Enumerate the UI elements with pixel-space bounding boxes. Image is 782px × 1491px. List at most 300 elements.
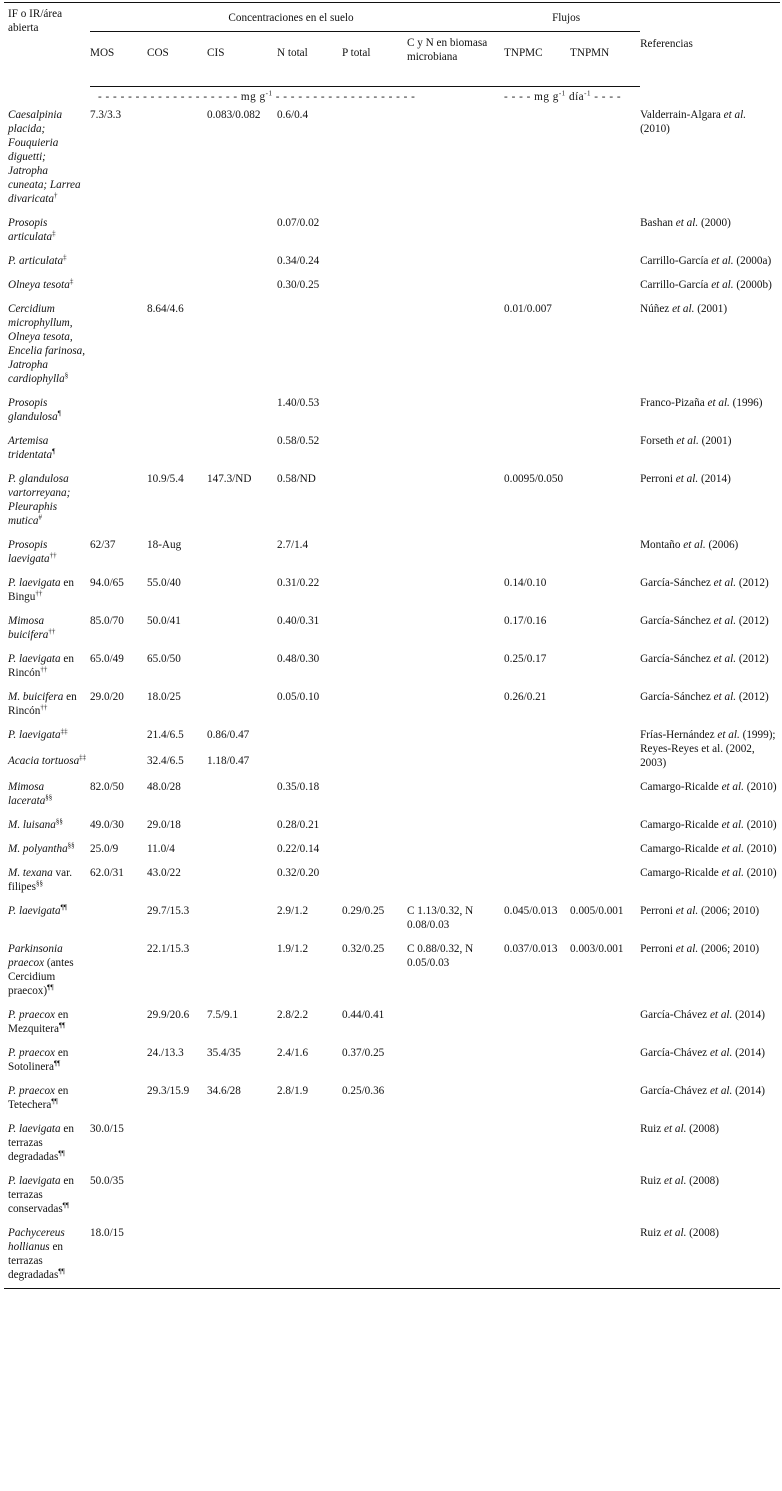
footnote-mark: †† [40, 665, 48, 674]
tnpmc-value: 0.037/0.013 [504, 943, 558, 955]
p-total-value [342, 212, 407, 250]
reference-author: García-Sánchez [640, 653, 711, 665]
reference-year: (2010) [746, 843, 777, 855]
reference-author: Camargo-Ricalde [640, 819, 719, 831]
table-row [4, 534, 780, 572]
table-row [4, 572, 780, 610]
tnpmc-value: 0.17/0.16 [504, 615, 547, 627]
tnpmc-value: 0.045/0.013 [504, 905, 558, 917]
cos-value: 24./13.3 [147, 1047, 184, 1059]
p-total-value [342, 1118, 407, 1170]
mos-value: 82.0/50 [90, 781, 124, 793]
reference-etal: et al. [721, 819, 744, 831]
header-cis: CIS [207, 32, 277, 87]
p-total-value [342, 1222, 407, 1289]
reference-etal: et al. [713, 615, 737, 627]
mos-value: 30.0/15 [90, 1123, 124, 1135]
mos-value: 25.0/9 [90, 843, 119, 855]
table-row [4, 392, 780, 430]
p-total-value: 0.32/0.25 [342, 943, 385, 955]
footnote-mark: ¶¶ [51, 1097, 58, 1106]
cis-value [207, 392, 277, 430]
reference-author: García-Sánchez [640, 691, 711, 703]
reference-author: Montaño [640, 539, 681, 551]
species-name: Cercidium microphyllum, Olneya tesota, Encelia farinosa, Jatropha cardiophylla [8, 303, 86, 385]
species-qualifier: en Bingu [8, 577, 74, 603]
cos-value [147, 392, 207, 430]
footnote-mark: †† [49, 551, 57, 560]
cos-value [147, 104, 207, 212]
species-qualifier: (antes Cercidium praecox) [8, 957, 74, 997]
tnpmn-value [570, 274, 640, 298]
species-cell [4, 900, 90, 938]
footnote-mark: ¶ [52, 447, 56, 456]
reference-cell [640, 468, 780, 534]
cos-value: 43.0/22 [147, 867, 181, 879]
cis-value [207, 648, 277, 686]
reference-etal: et al. [664, 1175, 687, 1187]
species-name: Mimosa buicifera [8, 615, 49, 641]
species-name: P. glandulosa vartorreyana; Pleuraphis mutica [8, 473, 71, 527]
reference-author: Perroni [640, 473, 673, 485]
cos-value [147, 430, 207, 468]
reference-cell [640, 1118, 780, 1170]
cos-value: 8.64/4.6 [147, 303, 184, 315]
header-group-soil: Concentraciones en el suelo [228, 12, 354, 24]
tnpmn-value [570, 1042, 640, 1080]
reference-author: Perroni [640, 905, 673, 917]
species-qualifier: en Rincón [8, 653, 74, 679]
mos-value: 85.0/70 [90, 615, 124, 627]
cos-value [147, 274, 207, 298]
table-row [4, 1170, 780, 1222]
reference-etal: et al. [683, 539, 706, 551]
tnpmc-value [492, 250, 570, 274]
footnote-mark: †† [35, 589, 43, 598]
p-total-value [342, 104, 407, 212]
reference-year: (2000a) [736, 255, 772, 267]
reference-cell [640, 776, 780, 814]
reference-year: (2010) [746, 867, 777, 879]
reference-author: Camargo-Ricalde [640, 843, 719, 855]
reference-author: Ruiz [640, 1227, 662, 1239]
species-name: Acacia tortuosa [8, 755, 80, 767]
reference-year: (2006; 2010) [700, 943, 760, 955]
reference-cell [640, 534, 780, 572]
cis-value [207, 274, 277, 298]
mos-value [90, 938, 147, 1004]
species-name: P. laevigata [8, 905, 61, 917]
reference-author: Carrillo-García [640, 279, 709, 291]
footnote-mark: ‡‡ [60, 727, 68, 736]
mos-value [90, 298, 147, 392]
tnpmc-value [492, 1080, 570, 1118]
species-cell [4, 1170, 90, 1222]
reference-cell [640, 1004, 780, 1042]
species-name: P. laevigata [8, 729, 61, 741]
cn-biomass-value [407, 724, 492, 750]
mos-value [90, 750, 147, 776]
cn-biomass-value [407, 814, 492, 838]
reference-etal: et al. [721, 781, 744, 793]
tnpmn-value [570, 814, 640, 838]
p-total-value [342, 862, 407, 900]
reference-cell [640, 862, 780, 900]
species-cell [4, 776, 90, 814]
species-cell [4, 1004, 90, 1042]
reference-author: Valderrain-Algara [640, 109, 721, 121]
reference-etal: et al. [713, 577, 737, 589]
n-total-value: 0.07/0.02 [277, 217, 320, 229]
p-total-value [342, 610, 407, 648]
cis-value [207, 298, 277, 392]
reference-year: (2001) [701, 435, 732, 447]
footnote-mark: §§ [45, 793, 53, 802]
species-cell [4, 298, 90, 392]
species-name: M. luisana [8, 819, 56, 831]
reference-cell [640, 1222, 780, 1289]
cos-value: 21.4/6.5 [147, 729, 184, 741]
cos-value [147, 1118, 207, 1170]
cos-value: 55.0/40 [147, 577, 181, 589]
reference-etal: et al. [675, 905, 699, 917]
p-total-value [342, 814, 407, 838]
reference-year: (2008) [689, 1123, 719, 1135]
reference-year: (2014) [735, 1047, 765, 1059]
reference-author: Núñez [640, 303, 670, 315]
reference-year: (2001) [697, 303, 728, 315]
footnote-mark: ‡ [52, 229, 56, 238]
reference-year: (2012) [738, 691, 769, 703]
n-total-value [277, 298, 342, 392]
reference-etal: et al. [709, 1085, 733, 1097]
species-cell [4, 250, 90, 274]
species-name: P. laevigata [8, 577, 61, 589]
species-cell [4, 686, 90, 724]
reference-cell [640, 610, 780, 648]
cos-value [147, 1170, 207, 1222]
reference-cell [640, 814, 780, 838]
species-cell [4, 430, 90, 468]
cos-value: 22.1/15.3 [147, 943, 190, 955]
species-cell [4, 938, 90, 1004]
tnpmc-value: 0.0095/0.050 [504, 473, 564, 485]
species-name: M. texana [8, 867, 53, 879]
table-row [4, 938, 780, 1004]
p-total-value [342, 776, 407, 814]
reference-year: (2006; 2010) [700, 905, 760, 917]
tnpmn-value [570, 392, 640, 430]
table-row [4, 430, 780, 468]
footnote-mark: † [54, 191, 58, 200]
table-row [4, 250, 780, 274]
reference-cell [640, 212, 780, 250]
species-qualifier: en terrazas degradadas [8, 1123, 74, 1163]
units-flux: - - - - mg $g^{-1}$ día$^{-1}$ - - - - [504, 89, 622, 103]
n-total-value: 2.4/1.6 [277, 1047, 309, 1059]
mos-value [90, 724, 147, 750]
reference-etal: et al. [675, 217, 699, 229]
cos-value: 65.0/50 [147, 653, 181, 665]
species-name: Prosopis glandulosa [8, 397, 58, 423]
reference-cell [640, 724, 780, 776]
cis-value [207, 212, 277, 250]
table-row [4, 610, 780, 648]
cn-biomass-value [407, 1080, 492, 1118]
p-total-value [342, 750, 407, 776]
reference-etal: et al. [709, 1009, 733, 1021]
cis-value: 0.083/0.082 [207, 109, 261, 121]
tnpmn-value [570, 298, 640, 392]
reference-etal: et al. [664, 1123, 687, 1135]
table-row [4, 686, 780, 724]
species-qualifier: en terrazas degradadas [8, 1241, 64, 1281]
species-cell [4, 610, 90, 648]
reference-author: García-Sánchez [640, 615, 711, 627]
reference-cell [640, 938, 780, 1004]
table-row [4, 1004, 780, 1042]
footnote-mark: §§ [55, 817, 63, 826]
reference-author: Ruiz [640, 1123, 662, 1135]
footnote-mark: ‡‡ [79, 753, 87, 762]
p-total-value: 0.25/0.36 [342, 1085, 385, 1097]
species-name: Mimosa lacerata [8, 781, 46, 807]
footnote-mark: § [64, 371, 69, 380]
table-row [4, 212, 780, 250]
cos-value: 11.0/4 [147, 843, 175, 855]
species-cell [4, 648, 90, 686]
cis-value [207, 534, 277, 572]
reference-cell [640, 274, 780, 298]
footnote-mark: ¶¶ [60, 903, 67, 912]
n-total-value: 1.9/1.2 [277, 943, 309, 955]
reference-year: (2012) [738, 577, 769, 589]
species-qualifier: en terrazas conservadas [8, 1175, 74, 1215]
reference-cell [640, 1080, 780, 1118]
mos-value: 18.0/15 [90, 1222, 147, 1289]
reference-author: García-Chávez [640, 1085, 708, 1097]
n-total-value: 0.22/0.14 [277, 843, 320, 855]
table-row [4, 1222, 780, 1289]
tnpmn-value [570, 1118, 640, 1170]
reference-cell [640, 838, 780, 862]
reference-etal: et al. [664, 1227, 687, 1239]
cis-value: 147.3/ND [207, 473, 252, 485]
cn-biomass-value [407, 648, 492, 686]
species-cell [4, 468, 90, 534]
tnpmn-value [570, 1222, 640, 1289]
cn-biomass-value [407, 686, 492, 724]
footnote-mark: ¶¶ [58, 1021, 66, 1030]
mos-value [90, 212, 147, 250]
species-name: P. laevigata [8, 653, 61, 665]
p-total-value: 0.37/0.25 [342, 1047, 385, 1059]
reference-year: (2010) [640, 123, 670, 135]
mos-value: 94.0/65 [90, 577, 124, 589]
header-cn-biomass: C y N en biomasa microbiana [407, 32, 492, 87]
tnpmc-value [492, 392, 570, 430]
n-total-value: 0.32/0.20 [277, 867, 320, 879]
n-total-value: 0.31/0.22 [277, 577, 320, 589]
n-total-value: 1.40/0.53 [277, 397, 320, 409]
n-total-value: 0.05/0.10 [277, 691, 320, 703]
tnpmn-value [570, 838, 640, 862]
reference-etal: et al. [709, 1047, 733, 1059]
mos-value [90, 274, 147, 298]
mos-value [90, 900, 147, 938]
tnpmn-value: 0.005/0.001 [570, 905, 624, 917]
reference-cell [640, 430, 780, 468]
reference-cell [640, 250, 780, 274]
tnpmc-value [492, 1042, 570, 1080]
cn-biomass-value [407, 1170, 492, 1222]
reference-year: (1999); Reyes-Reyes et al. (2002, 2003) [640, 729, 776, 769]
reference-author: Franco-Pizaña [640, 397, 705, 409]
tnpmc-value [492, 838, 570, 862]
tnpmc-value: 0.14/0.10 [504, 577, 547, 589]
species-name: P. laevigata [8, 1123, 61, 1135]
species-cell [4, 1222, 90, 1289]
mos-value: 50.0/35 [90, 1175, 124, 1187]
cos-value [147, 1222, 207, 1289]
tnpmn-value [570, 468, 640, 534]
species-name: P. articulata [8, 255, 64, 267]
species-qualifier: en Mezquitera [8, 1009, 69, 1035]
tnpmn-value: 0.003/0.001 [570, 943, 624, 955]
mos-value [90, 392, 147, 430]
reference-etal: et al. [713, 653, 737, 665]
species-qualifier: var. filipes [8, 867, 72, 893]
cos-value: 29.3/15.9 [147, 1085, 190, 1097]
tnpmn-value [570, 750, 640, 776]
reference-cell [640, 686, 780, 724]
species-name: M. buicifera [8, 691, 64, 703]
units-soil: - - - - - - - - - - - - - - - - - - - mg $g^{-1}$ - - - - - - - - - - - - - - - - - - - [98, 89, 416, 103]
p-total-value [342, 838, 407, 862]
mos-value [90, 468, 147, 534]
cos-value: 18.0/25 [147, 691, 181, 703]
cos-value: 50.0/41 [147, 615, 181, 627]
cos-value: 48.0/28 [147, 781, 181, 793]
tnpmn-value [570, 1170, 640, 1222]
cn-biomass-value [407, 838, 492, 862]
p-total-value [342, 274, 407, 298]
cos-value: 29.7/15.3 [147, 905, 190, 917]
species-cell [4, 862, 90, 900]
species-name: M. polyantha [8, 843, 68, 855]
reference-etal: et al. [721, 843, 744, 855]
table-row [4, 1118, 780, 1170]
reference-author: Bashan [640, 217, 673, 229]
footnote-mark: §§ [67, 841, 75, 850]
cis-value: 1.18/0.47 [207, 755, 250, 767]
reference-year: (2000b) [736, 279, 772, 291]
tnpmc-value [492, 212, 570, 250]
reference-year: (2008) [689, 1175, 719, 1187]
cis-value: 0.86/0.47 [207, 729, 250, 741]
tnpmn-value [570, 862, 640, 900]
cn-biomass-value [407, 1222, 492, 1289]
species-cell [4, 1118, 90, 1170]
reference-author: Carrillo-García [640, 255, 709, 267]
tnpmc-value [492, 1222, 570, 1289]
footnote-mark: †† [48, 627, 56, 636]
footnote-mark: ‡ [63, 253, 67, 262]
tnpmc-value [492, 430, 570, 468]
reference-year: (2014) [700, 473, 731, 485]
tnpmc-value: 0.01/0.007 [504, 303, 552, 315]
mos-value [90, 430, 147, 468]
species-name: Prosopis articulata [8, 217, 53, 243]
cn-biomass-value [407, 1042, 492, 1080]
reference-year: (2006) [708, 539, 739, 551]
reference-year: (2000) [700, 217, 731, 229]
tnpmc-value [492, 104, 570, 212]
cos-value: 10.9/5.4 [147, 473, 184, 485]
cn-biomass-value [407, 610, 492, 648]
species-cell [4, 212, 90, 250]
cn-biomass-value [407, 212, 492, 250]
reference-year: (2012) [738, 615, 769, 627]
n-total-value [277, 1170, 342, 1222]
cis-value [207, 430, 277, 468]
species-cell [4, 750, 90, 776]
data-table [4, 2, 780, 1289]
species-cell [4, 572, 90, 610]
p-total-value [342, 430, 407, 468]
species-name: P. praecox [8, 1047, 56, 1059]
tnpmc-value [492, 862, 570, 900]
n-total-value: 0.6/0.4 [277, 109, 309, 121]
tnpmn-value [570, 104, 640, 212]
n-total-value [277, 724, 342, 750]
n-total-value [277, 1118, 342, 1170]
cos-value [147, 250, 207, 274]
table-row [4, 814, 780, 838]
header-group-flux: Flujos [552, 12, 581, 24]
cos-value: 32.4/6.5 [147, 755, 184, 767]
n-total-value: 2.9/1.2 [277, 905, 309, 917]
reference-cell [640, 648, 780, 686]
reference-cell [640, 392, 780, 430]
n-total-value: 0.58/ND [277, 473, 316, 485]
mos-value: 29.0/20 [90, 691, 124, 703]
tnpmc-value [492, 274, 570, 298]
table-row [4, 298, 780, 392]
cn-biomass-value [407, 1004, 492, 1042]
tnpmc-value: 0.25/0.17 [504, 653, 547, 665]
footnote-mark: §§ [35, 879, 43, 888]
footnote-mark: ¶¶ [62, 1201, 70, 1210]
tnpmn-value [570, 572, 640, 610]
reference-cell [640, 298, 780, 392]
header-mos: MOS [90, 32, 147, 87]
reference-year: (2010) [746, 819, 777, 831]
tnpmn-value [570, 648, 640, 686]
species-cell [4, 1042, 90, 1080]
species-qualifier: en Tetechera [8, 1085, 69, 1111]
table-row [4, 648, 780, 686]
mos-value: 65.0/49 [90, 653, 124, 665]
species-name: Prosopis laevigata [8, 539, 50, 565]
tnpmc-value [492, 724, 570, 750]
p-total-value [342, 468, 407, 534]
p-total-value [342, 572, 407, 610]
tnpmc-value [492, 1118, 570, 1170]
species-cell [4, 104, 90, 212]
tnpmc-value: 0.26/0.21 [504, 691, 547, 703]
reference-author: García-Sánchez [640, 577, 711, 589]
